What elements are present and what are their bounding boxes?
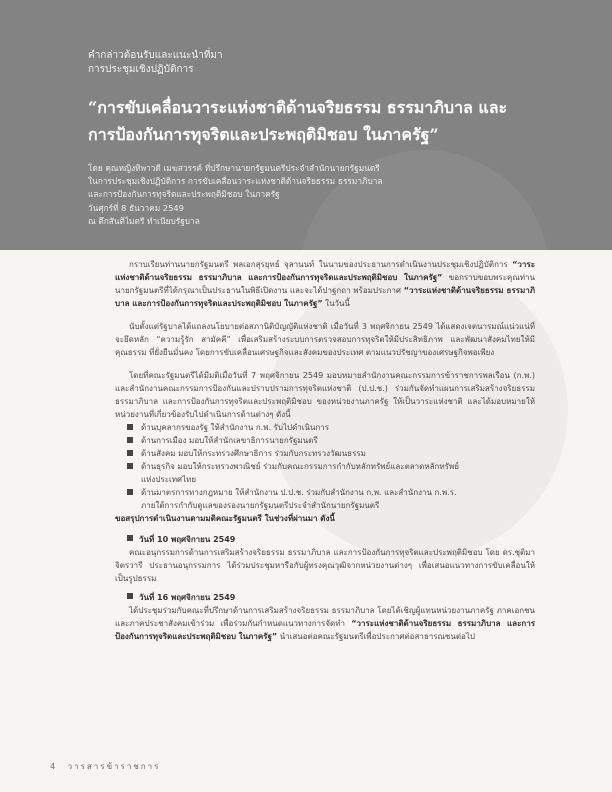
list-item-continuation: แห่งประเทศไทย	[141, 475, 197, 484]
square-bullet-icon	[127, 593, 133, 599]
byline-line: วันศุกร์ที่ 8 ธันวาคม 2549	[88, 202, 184, 213]
dated-entry-1	[115, 533, 535, 585]
dated-entry-2	[115, 591, 535, 643]
assignment-list	[115, 421, 535, 512]
date-heading	[115, 533, 535, 546]
date-heading-text: วันที่ 10 พฤศจิกายน 2549	[139, 535, 236, 544]
date-heading-text: วันที่ 16 พฤศจิกายน 2549	[139, 593, 236, 602]
publication-name: วารสารข้าราชการ	[67, 762, 161, 771]
page-title: “การขับเคลื่อนวาระแห่งชาติด้านจริยธรรม ธรรมาภิบาล และการป้องกันการทุจริตและประพฤติมิชอบ ในภาครัฐ”	[88, 98, 508, 144]
para1-text-a: กราบเรียนท่านนายกรัฐมนตรี พลเอกสุรยุทธ์ จุลานนท์ ในนามของประธานการดำเนินงานประชุมเชิงปฏิบัติการ	[129, 260, 508, 269]
preface-line-2: การประชุมเชิงปฏิบัติการ	[88, 64, 194, 75]
preface	[88, 49, 508, 77]
article-body	[115, 258, 535, 649]
preface-line-1: คำกล่าวต้อนรับและแนะนำที่มา	[88, 50, 223, 61]
date-body	[115, 604, 535, 643]
list-item: ด้านการเมือง มอบให้สำนักเลขาธิการนายกรัฐมนตรี	[127, 434, 535, 447]
paragraph-2: นับตั้งแต่รัฐบาลได้แถลงนโยบายต่อสภานิติบัญญัติแห่งชาติ เมื่อวันที่ 3 พฤศจิกายน 2549 ได้แสดงเจตนารมณ์แน่วแน่ที่จะยึดหลัก “ความรู้รัก สามัคคี” เพื่อเสริมสร้างระบบการตรวจสอบการทุจริตให้มีประสิทธิภาพ และพัฒนาสังคมไทยให้มีคุณธรรม ที่ยั่งยืนมั่นคง โดยการขับเคลื่อนเศรษฐกิจและสังคมของประเทศ ตามแนวปรัชญาของเศรษฐกิจพอเพียง	[115, 322, 535, 357]
paragraph-1	[115, 258, 535, 310]
date-heading	[115, 591, 535, 604]
para1-text-e: ในวันนี้	[325, 299, 350, 308]
page-number: 4	[50, 762, 58, 771]
byline-line: โดย คุณหญิงทิพาวดี เมฆสวรรค์ ที่ปรึกษานายกรัฐมนตรีประจำสำนักนายกรัฐมนตรี	[88, 163, 380, 173]
list-item: ด้านบุคลากรของรัฐ ให้สำนักงาน ก.พ. รับไปดำเนินการ	[127, 421, 535, 434]
date2-agenda-title: “วาระแห่งชาติด้านจริยธรรม ธรรมาภิบาล และการป้องกันการทุจริตและประพฤติมิชอบ	[115, 619, 536, 641]
summary-heading: ขอสรุปการดำเนินงานตามมติคณะรัฐมนตรี ในช่วงที่ผ่านมา ดังนี้	[115, 514, 335, 523]
list-item-continuation: ภายใต้การกำกับดูแลของรองนายกรัฐมนตรีประจำสำนักนายกรัฐมนตรี	[141, 501, 380, 510]
list-item: ด้านธุรกิจ มอบให้กระทรวงพาณิชย์ ร่วมกับคณะกรรมการกำกับหลักทรัพย์และตลาดหลักทรัพย์	[127, 460, 535, 473]
byline	[88, 162, 528, 228]
page-footer	[50, 760, 350, 773]
byline-line: ในการประชุมเชิงปฏิบัติการ การขับเคลื่อนวาระแห่งชาติด้านจริยธรรม ธรรมาภิบาล	[88, 176, 383, 187]
list-item: ด้านสังคม มอบให้กระทรวงศึกษาธิการ ร่วมกับกระทรวงวัฒนธรรม	[127, 447, 535, 460]
paragraph-3: โดยที่คณะรัฐมนตรีได้มีมติเมื่อวันที่ 7 พฤศจิกายน 2549 มอบหมายสำนักงานคณะกรรมการข้าราชการพลเรือน (ก.พ.) และสำนักงานคณะกรรมการป้องกันและปราบปรามการทุจริตแห่งชาติ (ป.ป.ช.) ร่วมกันจัดทำแผนการเสริมสร้างจริยธรรม ธรรมาภิบาล และการป้องกันการทุจริตและประพฤติมิชอบ ของหน่วยงานภาครัฐ ให้เป็นวาระแห่งชาติ และได้มอบหมายให้หน่วยงานที่เกี่ยวข้องรับไปดำเนินการด้านต่างๆ ดังนี้	[115, 371, 535, 419]
date2-text-a: ได้ประชุมร่วมกับคณะที่ปรึกษาด้านการเสริมสร้างจริยธรรม ธรรมาภิบาล โดยได้เชิญผู้แทนหน่วยงานภาครัฐ ภาคเอกชน และภาคประชาสังคมเข้าร่วม เพื่อร่วมกันกำหนดแนวทางการจัดทำ	[115, 606, 535, 628]
date2-agenda-title-end: ในภาครัฐ”	[238, 632, 278, 641]
byline-line: ณ ตึกสันติไมตรี ทำเนียบรัฐบาล	[88, 215, 200, 226]
byline-line: และการป้องกันการทุจริตและประพฤติมิชอบ ในภาครัฐ	[88, 189, 280, 200]
para1-text-c: ขอกราบขอบพระคุณท่านนายกรัฐมนตรีที่ได้กรุณาเป็นประธานในพิธีเปิดงาน และจะได้ปาฐกถา พร้อมประกาศ	[115, 273, 536, 295]
para1-agenda-title-2: “วาระแห่งชาติด้านจริยธรรม ธรรมาภิบาล และการป้องกันการทุจริตและประพฤติมิชอบ ในภาครัฐ”	[115, 286, 536, 308]
list-item: ด้านมาตรการทางกฎหมาย ให้สำนักงาน ป.ป.ช. ร่วมกับสำนักงาน ก.พ. และสำนักงาน ก.พ.ร.	[127, 486, 535, 499]
para1-agenda-title: “วาระแห่งชาติด้านจริยธรรม ธรรมาภิบาล และการป้องกันการทุจริตและประพฤติมิชอบ ในภาครัฐ”	[115, 260, 535, 282]
date-body: คณะอนุกรรมการด้านการเสริมสร้างจริยธรรม ธรรมาภิบาล และการป้องกันการทุจริตและประพฤติมิชอบ โดย ดร.ชุติมา จิตรวารี ประธานอนุกรรมการ ได้ร่วมประชุมหารือกับผู้ทรงคุณวุฒิจากหน่วยงานต่างๆ เพื่อเสนอแนวทางการขับเคลื่อนให้เป็นรูปธรรม	[115, 548, 535, 583]
date2-text-d: นำเสนอต่อคณะรัฐมนตรีเพื่อประกาศต่อสาธารณชนต่อไป	[279, 632, 475, 641]
square-bullet-icon	[127, 535, 133, 541]
